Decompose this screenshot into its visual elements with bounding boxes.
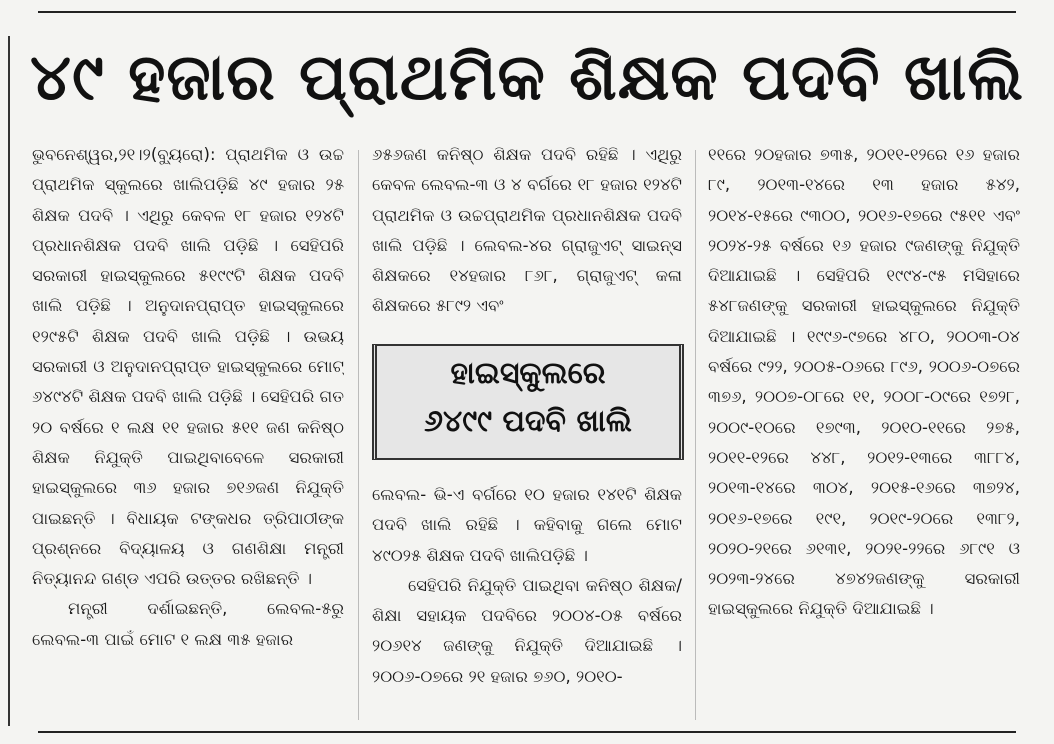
article-column-2-bottom — [372, 480, 682, 720]
highlight-line-2: ୬୪୯୯ ପଦବି ଖାଲି — [424, 404, 632, 439]
article-column-1 — [32, 140, 344, 720]
paragraph: ଭୁବନେଶ୍ୱର,୨୧।୨(ବ୍ୟୁରୋ): ପ୍ରାଥମିକ ଓ ଉଚ୍ଚ ପ୍ରାଥମିକ ସ୍କୁଲରେ ଖାଲିପଡ଼ିଛି ୪୯ ହଜାର ୨୫ ଶିକ୍ଷକ ପଦବି । ଏଥିରୁ କେବଳ ୧୮ ହଜାର ୧୨୪ଟି ପ୍ରଧାନଶିକ୍ଷକ ପଦବି ଖାଲି ପଡ଼ିଛି । ସେହିପରି ସରକାରୀ ହାଇସ୍କୁଲରେ ୫୧୯୯ଟି ଶିକ୍ଷକ ପଦବି ଖାଲି ପଡ଼ିଛି । ଅନୁଦାନପ୍ରାପ୍ତ ହାଇସ୍କୁଲରେ ୧୨୯୫ଟି ଶିକ୍ଷକ ପଦବି ଖାଲି ପଡ଼ିଛି । ଉଭୟ ସରକାରୀ ଓ ଅନୁଦାନପ୍ରାପ୍ତ ହାଇସ୍କୁଲରେ ମୋଟ୍ ୬୪୯୪ଟି ଶିକ୍ଷକ ପଦବି ଖାଲି ପଡ଼ିଛି । ସେହିପରି ଗତ ୨୦ ବର୍ଷରେ ୧ ଲକ୍ଷ ୧୧ ହଜାର ୫୧୧ ଜଣ କନିଷ୍ଠ ଶିକ୍ଷକ ନିଯୁକ୍ତି ପାଇଥିବାବେଳେ ସରକାରୀ ହାଇସ୍କୁଲରେ ୩୬ ହଜାର ୭୧୬ଜଣ ନିଯୁକ୍ତି ପାଇଛନ୍ତି । ବିଧାୟକ ଟଙ୍କଧର ତ୍ରିପାଠୀଙ୍କ ପ୍ରଶ୍ନରେ ବିଦ୍ୟାଳୟ ଓ ଗଣଶିକ୍ଷା ମନ୍ତ୍ରୀ ନିତ୍ୟାନନ୍ଦ ଗଣ୍ଡ ଏପରି ଉତ୍ତର ରଖିଛନ୍ତି । — [32, 145, 344, 589]
article-column-3 — [708, 140, 1020, 720]
column-divider — [695, 150, 696, 720]
column-divider — [358, 150, 359, 720]
paragraph: ସେହିପରି ନିଯୁକ୍ତି ପାଇଥିବା କନିଷ୍ଠ ଶିକ୍ଷକ/ ଶିକ୍ଷା ସହାୟକ ପଦବିରେ ୨୦୦୪-୦୫ ବର୍ଷରେ ୨୦୬୧୪ ଜଣଙ୍କୁ ନିଯୁକ୍ତି ଦିଆଯାଇଛି । ୨୦୦୬-୦୭ରେ ୨୧ ହଜାର ୭୬୦, ୨୦୧୦- — [372, 575, 682, 686]
highlight-box — [372, 344, 684, 460]
top-rule — [38, 11, 1016, 13]
highlight-line-1: ହାଇସ୍କୁଲରେ — [450, 356, 606, 391]
left-rule — [8, 36, 10, 726]
paragraph: ୬୫୬ଜଣ କନିଷ୍ଠ ଶିକ୍ଷକ ପଦବି ରହିଛି । ଏଥିରୁ କେବଳ ଲେବଲ-୩ ଓ ୪ ବର୍ଗରେ ୧୮ ହଜାର ୧୨୪ଟି ପ୍ରାଥମିକ ଓ ଉଚ୍ଚପ୍ରାଥମିକ ପ୍ରଧାନଶିକ୍ଷକ ପଦବି ଖାଲି ପଡ଼ିଛି । ଲେବଲ-୪ର ଗ୍ରାଜୁଏଟ୍ ସାଇନ୍ସ ଶିକ୍ଷକରେ ୧୪ହଜାର ୮୬୮, ଗ୍ରାଜୁଏଟ୍ କଳା ଶିକ୍ଷକରେ ୫୮୯୨ ଏବଂ — [372, 145, 682, 316]
paragraph: ଲେବଲ- ଭି-ଏ ବର୍ଗରେ ୧୦ ହଜାର ୧୪୧ଟି ଶିକ୍ଷକ ପଦବି ଖାଲି ରହିଛି । କହିବାକୁ ଗଲେ ମୋଟ ୪୯୦୨୫ ଶିକ୍ଷକ ପଦବି ଖାଲିପଡ଼ିଛି । — [372, 485, 682, 565]
paragraph: ୧୧ରେ ୨୦ହଜାର ୭୩୫, ୨୦୧୧-୧୨ରେ ୧୬ ହଜାର ୮୯, ୨୦୧୩-୧୪ରେ ୧୩ ହଜାର ୫୪୨, ୨୦୧୪-୧୫ରେ ୯୩୦୦, ୨୦୧୬-୧୭ରେ ୯୫୧୧ ଏବଂ ୨୦୨୪-୨୫ ବର୍ଷରେ ୧୬ ହଜାର ୯ଜଣଙ୍କୁ ନିଯୁକ୍ତି ଦିଆଯାଇଛି । ସେହିପରି ୧୯୯୪-୯୫ ମସିହାରେ ୫୪୮ଜଣଙ୍କୁ ସରକାରୀ ହାଇସ୍କୁଲରେ ନିଯୁକ୍ତି ଦିଆଯାଇଛି । ୧୯୯୬-୯୭ରେ ୪୮୦, ୨୦୦୩-୦୪ ବର୍ଷରେ ୯୨୨, ୨୦୦୫-୦୬ରେ ୮୯୬, ୨୦୦୬-୦୭ରେ ୩୭୬, ୨୦୦୭-୦୮ରେ ୧୧, ୨୦୦୮-୦୯ରେ ୧୭୨୮, ୨୦୦୯-୧୦ରେ ୧୭୯୩, ୨୦୧୦-୧୧ରେ ୨୭୫, ୨୦୧୧-୧୨ରେ ୪୪୮, ୨୦୧୨-୧୩ରେ ୩୮୮୪, ୨୦୧୩-୧୪ରେ ୩୦୪, ୨୦୧୫-୧୬ରେ ୩୭୨୪, ୨୦୧୬-୧୭ରେ ୧୯୧, ୨୦୧୯-୨୦ରେ ୧୩୮୨, ୨୦୨୦-୨୧ରେ ୬୧୩୧, ୨୦୨୧-୨୨ରେ ୬୮୯୧ ଓ ୨୦୨୩-୨୪ରେ ୪୭୪୨ଜଣଙ୍କୁ ସରକାରୀ ହାଇସ୍କୁଲରେ ନିଯୁକ୍ତି ଦିଆଯାଇଛି । — [708, 145, 1020, 619]
bottom-rule — [38, 731, 1016, 733]
article-column-2-top — [372, 140, 682, 328]
paragraph: ମନ୍ତ୍ରୀ ଦର୍ଶାଇଛନ୍ତି, ଲେବଲ-୫ରୁ ଲେବଲ-୩ ପାଇଁ ମୋଟ ୧ ଲକ୍ଷ ୩୫ ହଜାର — [32, 599, 344, 649]
headline: ୪୯ ହଜାର ପ୍ରାଥମିକ ଶିକ୍ଷକ ପଦବି ଖାଲି — [30, 41, 1024, 115]
